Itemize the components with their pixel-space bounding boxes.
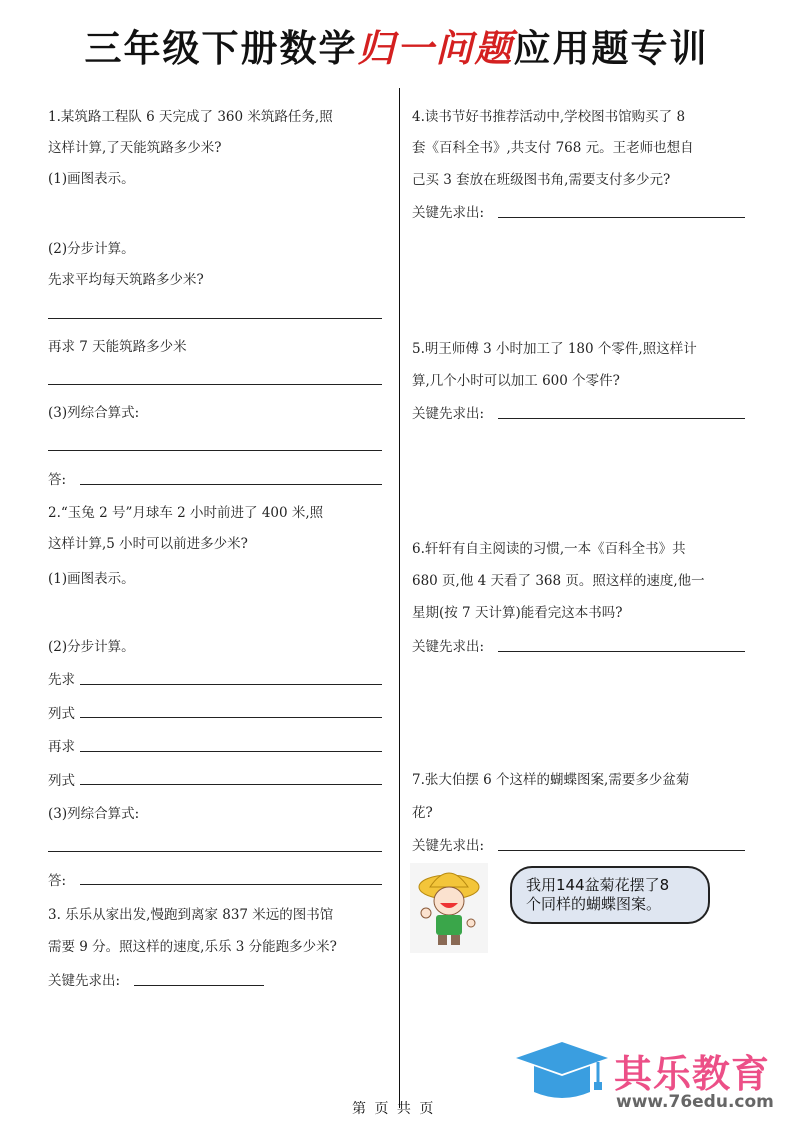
q3-text-2: 需要 9 分。照这样的速度,乐乐 3 分能跑多少米? [48,939,337,955]
q4-key-field[interactable] [498,217,745,218]
q1-draw: (1)画图表示。 [48,171,135,187]
q5-key-label: 关键先求出: [412,406,485,422]
q4-text-3: 己买 3 套放在班级图书角,需要支付多少元? [412,172,671,188]
q2-draw: (1)画图表示。 [48,571,135,587]
bubble-line-1: 我用144盆菊花摆了8 [526,876,670,894]
q2-formula2-label: 列式 [48,773,75,789]
page-footer: 第 页 共 页 [352,1101,436,1117]
q7-key-label: 关键先求出: [412,838,485,854]
q3-key-field[interactable] [134,985,264,986]
q1-answer-label: 答: [48,472,67,488]
q1-combined: (3)列综合算式: [48,405,140,421]
q4-text-2: 套《百科全书》,共支付 768 元。王老师也想自 [412,140,694,156]
q5-key-field[interactable] [498,418,745,419]
q7-text-2: 花? [412,805,433,821]
q1-answer-line-2[interactable] [48,384,382,385]
q4-key-label: 关键先求出: [412,205,485,221]
q7-text-1: 7.张大伯摆 6 个这样的蝴蝶图案,需要多少盆菊 [412,772,690,788]
q1-answer-line-1[interactable] [48,318,382,319]
title-highlight: 归一问题 [357,27,514,70]
q2-then-label: 再求 [48,739,75,755]
q1-text-2: 这样计算,了天能筑路多少米? [48,140,222,156]
q4-text-1: 4.读书节好书推荐活动中,学校图书馆购买了 8 [412,109,686,125]
q2-combined-line[interactable] [48,851,382,852]
q2-first-field[interactable] [80,684,382,685]
q3-text-1: 3. 乐乐从家出发,慢跑到离家 837 米远的图书馆 [48,907,334,923]
title-prefix: 三年级下册数学 [84,27,358,70]
q2-answer-label: 答: [48,873,67,889]
bubble-line-2: 个同样的蝴蝶图案。 [526,895,662,913]
q1-answer-field[interactable] [80,484,382,485]
graduation-cap-icon [512,1040,612,1110]
q2-text-1: 2.“玉兔 2 号”月球车 2 小时前进了 400 米,照 [48,505,324,521]
q2-formula1-label: 列式 [48,706,75,722]
q6-text-2: 680 页,他 4 天看了 368 页。照这样的速度,他一 [412,573,705,589]
q5-text-1: 5.明王师傅 3 小时加工了 180 个零件,照这样计 [412,341,697,357]
q6-text-3: 星期(按 7 天计算)能看完这本书吗? [412,605,623,621]
q2-first-label: 先求 [48,672,75,688]
q1-then: 再求 7 天能筑路多少米 [48,339,187,355]
q1-combined-line[interactable] [48,450,382,451]
brand-name: 其乐教育 [614,1052,771,1096]
brand-logo [512,1040,792,1120]
q2-text-2: 这样计算,5 小时可以前进多少米? [48,536,248,552]
q6-text-1: 6.轩轩有自主阅读的习惯,一本《百科全书》共 [412,541,686,557]
q2-formula2-field[interactable] [80,784,382,785]
q1-first: 先求平均每天筑路多少米? [48,272,204,288]
q2-step: (2)分步计算。 [48,639,135,655]
q1-text-1: 1.某筑路工程队 6 天完成了 360 米筑路任务,照 [48,109,333,125]
q2-answer-field[interactable] [80,884,382,885]
speech-bubble [510,866,710,924]
q2-combined: (3)列综合算式: [48,806,140,822]
title-suffix: 应用题专训 [513,27,709,70]
q3-key-label: 关键先求出: [48,973,121,989]
q2-then-field[interactable] [80,751,382,752]
brand-url: www.76edu.com [616,1092,774,1112]
page-title [0,18,793,72]
farmer-character-icon [410,863,488,953]
q6-key-field[interactable] [498,651,745,652]
q7-key-field[interactable] [498,850,745,851]
q6-key-label: 关键先求出: [412,639,485,655]
q1-step: (2)分步计算。 [48,241,135,257]
column-divider [399,88,400,1108]
q5-text-2: 算,几个小时可以加工 600 个零件? [412,373,620,389]
q2-formula1-field[interactable] [80,717,382,718]
